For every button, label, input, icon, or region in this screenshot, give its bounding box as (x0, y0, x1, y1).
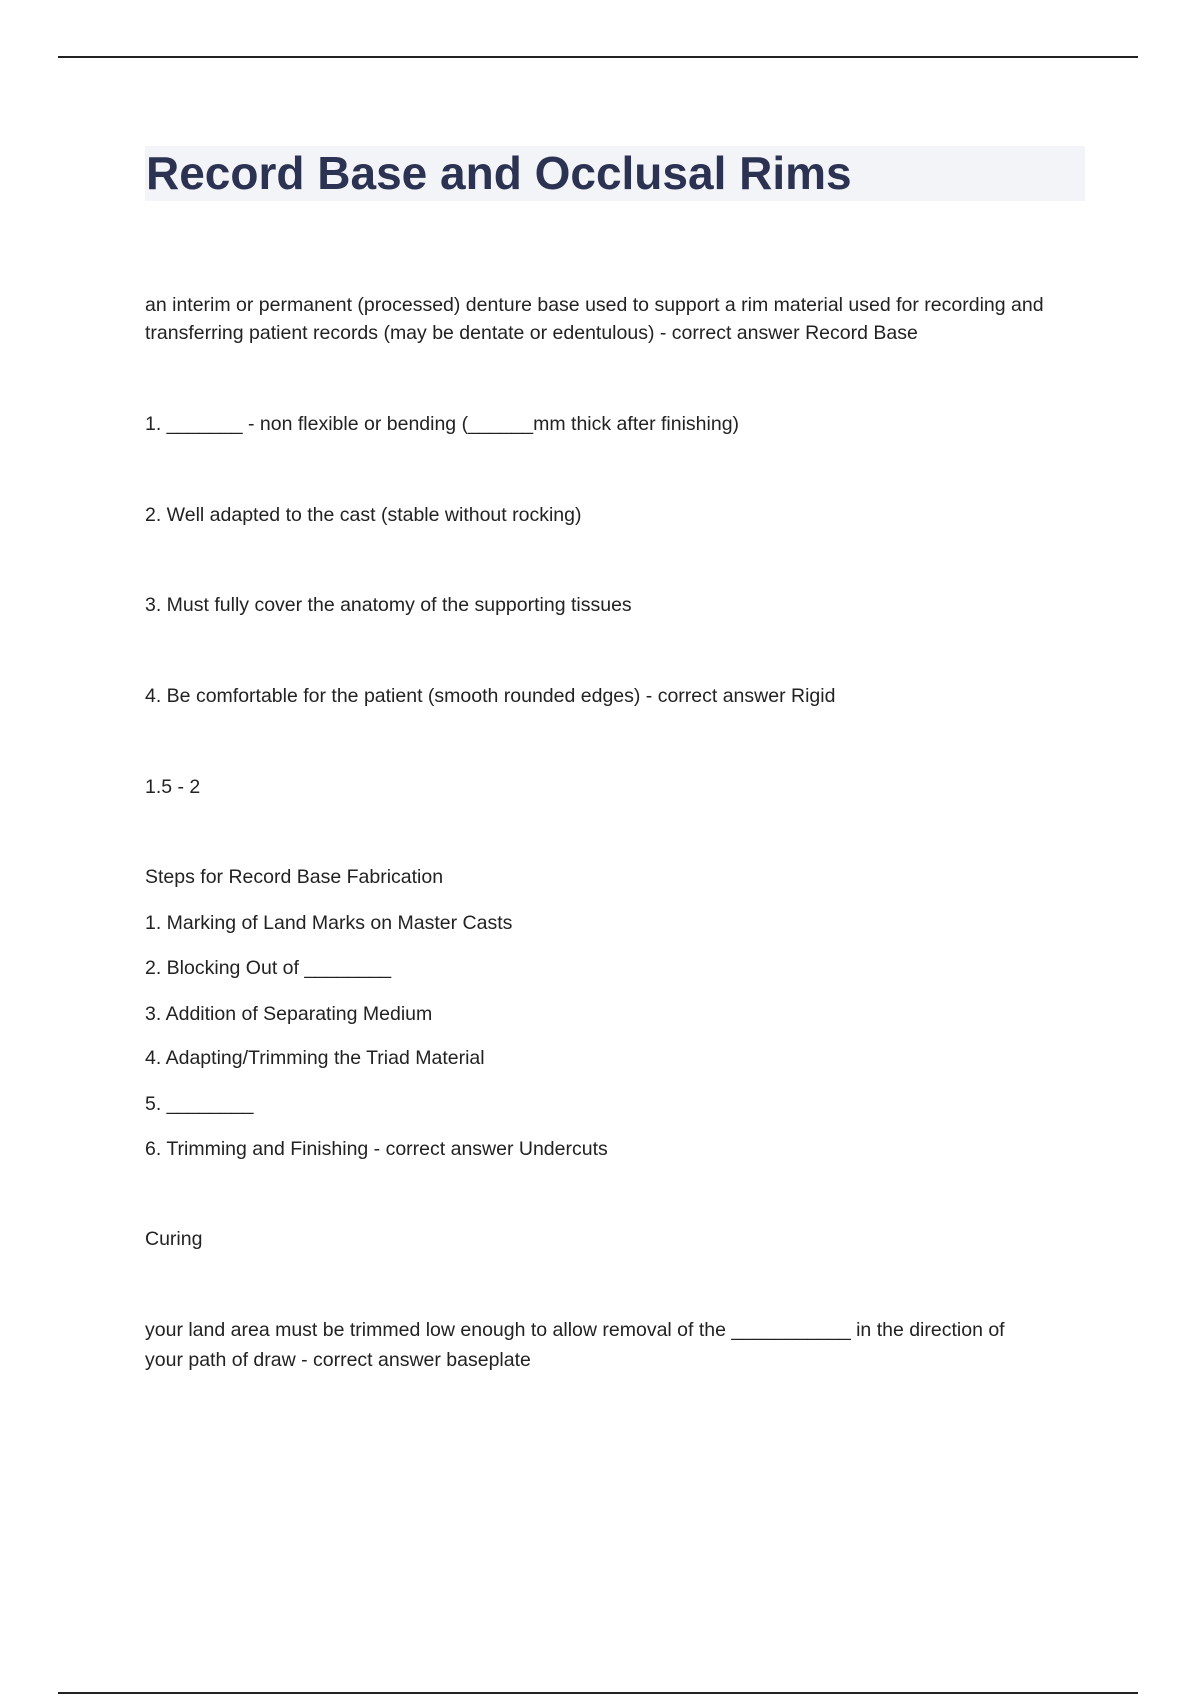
text-line: Steps for Record Base Fabrication (145, 866, 444, 888)
top-rule (58, 56, 1138, 58)
text-line: 1. _______ - non flexible or bending (______mm thick after finishing) (145, 413, 740, 435)
page-title: Record Base and Occlusal Rims (146, 147, 852, 199)
text-line: an interim or permanent (processed) denture base used to support a rim material used for recording and (145, 294, 1044, 316)
text-line: your path of draw - correct answer baseplate (145, 1349, 531, 1371)
text-line: 2. Blocking Out of ________ (145, 957, 392, 979)
text-line: transferring patient records (may be dentate or edentulous) - correct answer Record Base (145, 322, 918, 344)
text-line: 1.5 - 2 (145, 776, 201, 798)
text-line: 6. Trimming and Finishing - correct answer Undercuts (145, 1138, 608, 1160)
text-line: 5. ________ (145, 1093, 254, 1115)
text-line: 4. Adapting/Trimming the Triad Material (145, 1047, 485, 1069)
text-line: 3. Must fully cover the anatomy of the supporting tissues (145, 594, 632, 616)
text-line: 3. Addition of Separating Medium (145, 1003, 433, 1025)
text-line: your land area must be trimmed low enough to allow removal of the ___________ in the direction of (145, 1319, 1005, 1341)
text-line: Curing (145, 1228, 203, 1250)
text-line: 1. Marking of Land Marks on Master Casts (145, 912, 513, 934)
bottom-rule (58, 1692, 1138, 1694)
text-line: 2. Well adapted to the cast (stable without rocking) (145, 504, 582, 526)
text-line: 4. Be comfortable for the patient (smooth rounded edges) - correct answer Rigid (145, 685, 836, 707)
